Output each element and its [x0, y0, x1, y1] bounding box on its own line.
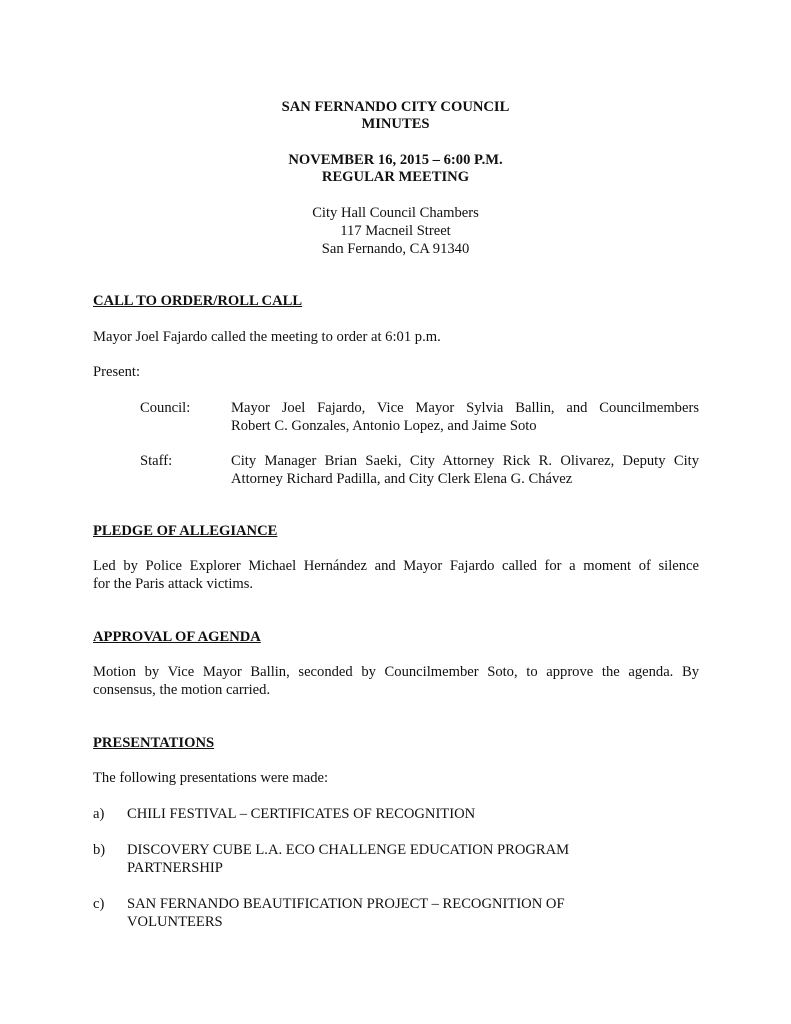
council-members-line-1: Mayor Joel Fajardo, Vice Mayor Sylvia Ballin, and Councilmembers: [231, 400, 699, 416]
meeting-type: REGULAR MEETING: [321, 169, 470, 185]
staff-members-line-1: City Manager Brian Saeki, City Attorney Rick R. Olivarez, Deputy City: [231, 453, 699, 469]
staff-label: Staff:: [140, 453, 173, 469]
location-line-2: 117 Macneil Street: [340, 223, 451, 239]
presentation-item-line-1: CHILI FESTIVAL – CERTIFICATES OF RECOGNITION: [127, 806, 476, 822]
presentations-heading: PRESENTATIONS: [93, 735, 215, 751]
presentation-item-marker: c): [93, 896, 105, 912]
presentation-item: [127, 895, 607, 931]
presentation-item: [127, 805, 607, 823]
meeting-date: NOVEMBER 16, 2015 – 6:00 P.M.: [288, 152, 503, 168]
call-to-order-heading: CALL TO ORDER/ROLL CALL: [93, 293, 303, 309]
minutes-title: MINUTES: [361, 116, 430, 132]
pledge-line-1: Led by Police Explorer Michael Hernández and Mayor Fajardo called for a moment of silence: [93, 558, 699, 574]
location-line-1: City Hall Council Chambers: [312, 205, 479, 221]
call-to-order-text: Mayor Joel Fajardo called the meeting to order at 6:01 p.m.: [93, 329, 441, 345]
council-members: [231, 399, 699, 435]
agenda-heading: APPROVAL OF AGENDA: [93, 629, 261, 645]
presentation-item-line-2: VOLUNTEERS: [127, 914, 223, 930]
presentation-item-marker: a): [93, 806, 105, 822]
pledge-heading: PLEDGE OF ALLEGIANCE: [93, 523, 278, 539]
presentations-intro: The following presentations were made:: [93, 770, 329, 786]
staff-members-line-2: Attorney Richard Padilla, and City Clerk Elena G. Chávez: [231, 471, 573, 487]
pledge-text: [93, 557, 699, 593]
agenda-text: [93, 663, 699, 699]
agenda-line-1: Motion by Vice Mayor Ballin, seconded by Councilmember Soto, to approve the agenda. By: [93, 664, 699, 680]
staff-members: [231, 452, 699, 488]
location-line-3: San Fernando, CA 91340: [321, 241, 470, 257]
presentation-item-line-1: SAN FERNANDO BEAUTIFICATION PROJECT – RECOGNITION OF: [127, 896, 565, 912]
presentation-item-marker: b): [93, 842, 106, 858]
pledge-line-2: for the Paris attack victims.: [93, 576, 254, 592]
council-title: SAN FERNANDO CITY COUNCIL: [281, 99, 510, 115]
agenda-line-2: consensus, the motion carried.: [93, 682, 271, 698]
presentation-item-line-1: DISCOVERY CUBE L.A. ECO CHALLENGE EDUCATION PROGRAM: [127, 842, 570, 858]
present-label: Present:: [93, 364, 141, 380]
council-members-line-2: Robert C. Gonzales, Antonio Lopez, and Jaime Soto: [231, 418, 537, 434]
presentation-item-line-2: PARTNERSHIP: [127, 860, 223, 876]
council-label: Council:: [140, 400, 191, 416]
presentation-item: [127, 841, 607, 877]
